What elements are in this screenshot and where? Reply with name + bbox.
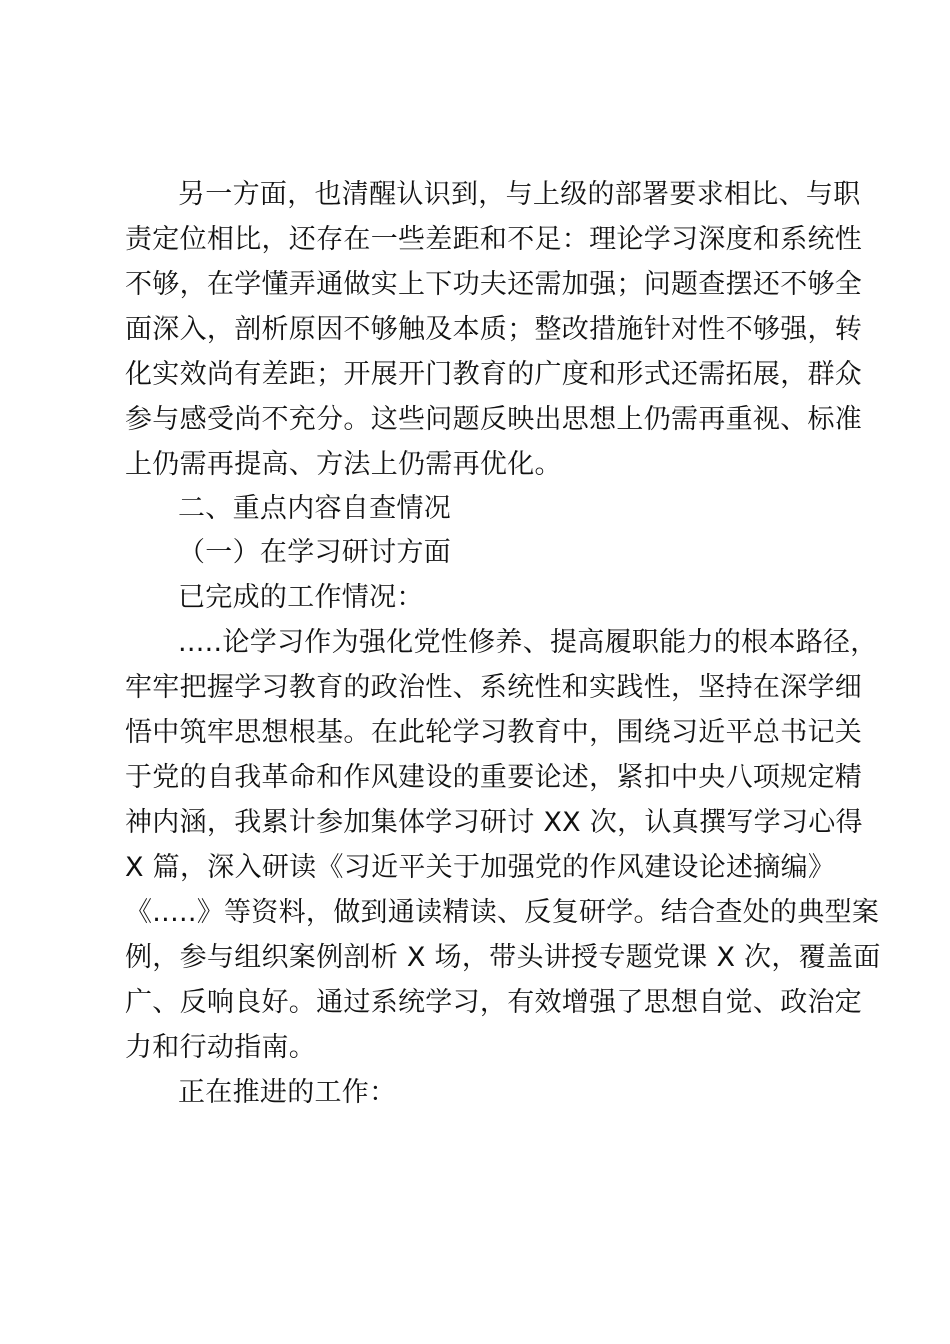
paragraph-line: 神内涵，我累计参加集体学习研讨 XX 次，认真撰写学习心得 — [125, 807, 863, 838]
paragraph-line: 上仍需再提高、方法上仍需再优化。 — [125, 449, 562, 480]
paragraph-line: 《.....》等资料，做到通读精读、反复研学。结合查处的典型案 — [125, 897, 880, 928]
completed-work-label: 已完成的工作情况： — [178, 582, 424, 613]
paragraph-line: 面深入，剖析原因不够触及本质；整改措施针对性不够强，转 — [125, 314, 863, 345]
paragraph-line: 广、反响良好。通过系统学习，有效增强了思想自觉、政治定 — [125, 987, 863, 1018]
paragraph-line: 例，参与组织案例剖析 X 场，带头讲授专题党课 X 次，覆盖面 — [125, 942, 881, 973]
paragraph-line: 于党的自我革命和作风建设的重要论述，紧扣中央八项规定精 — [125, 762, 863, 793]
section-heading: 二、重点内容自查情况 — [178, 493, 451, 524]
paragraph-line: 另一方面，也清醒认识到，与上级的部署要求相比、与职 — [178, 179, 861, 210]
paragraph-line: 力和行动指南。 — [125, 1032, 317, 1063]
paragraph-line: 悟中筑牢思想根基。在此轮学习教育中，围绕习近平总书记关 — [125, 717, 863, 748]
paragraph-line: 参与感受尚不充分。这些问题反映出思想上仍需再重视、标准 — [125, 404, 863, 435]
paragraph-line: 不够，在学懂弄通做实上下功夫还需加强；问题查摆还不够全 — [125, 269, 863, 300]
subsection-heading: （一）在学习研讨方面 — [178, 537, 451, 568]
paragraph-line: X 篇，深入研读《习近平关于加强党的作风建设论述摘编》 — [125, 852, 836, 883]
in-progress-work-label: 正在推进的工作： — [178, 1077, 397, 1108]
paragraph-line: 化实效尚有差距；开展开门教育的广度和形式还需拓展，群众 — [125, 359, 863, 390]
paragraph-line: 责定位相比，还存在一些差距和不足：理论学习深度和系统性 — [125, 224, 863, 255]
paragraph-line: .....论学习作为强化党性修养、提高履职能力的根本路径， — [178, 627, 878, 658]
paragraph-line: 牢牢把握学习教育的政治性、系统性和实践性，坚持在深学细 — [125, 672, 863, 703]
